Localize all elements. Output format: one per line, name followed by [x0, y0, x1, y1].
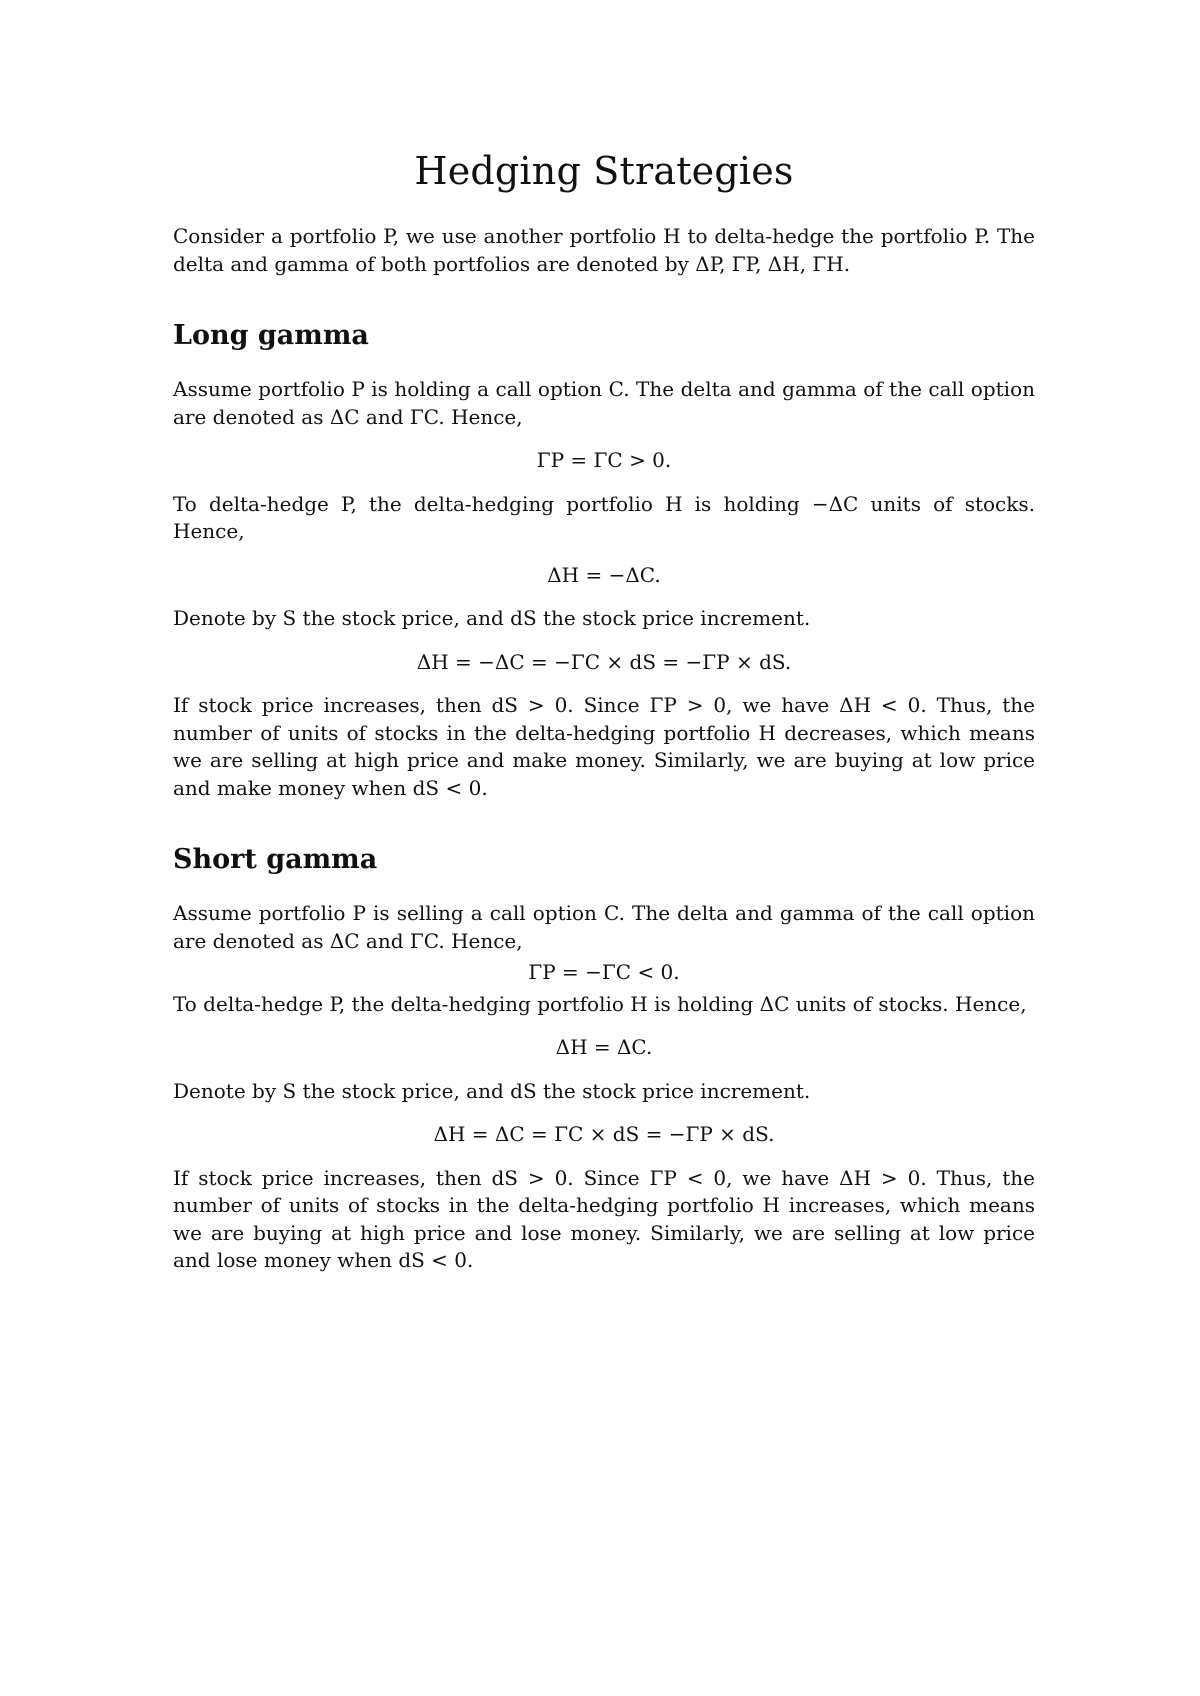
long-gamma-paragraph-4: If stock price increases, then dS > 0. Since ΓP > 0, we have ΔH < 0. Thus, the number of units of stocks in the delta-hedging portfolio H decreases, which means we are selling at high price and make money. Similarly, we are buying at low price and make money when dS < 0.	[173, 693, 1035, 800]
short-gamma-equation-2: ΔH = ΔC.	[555, 1035, 653, 1059]
page-title: Hedging Strategies	[414, 149, 794, 193]
short-gamma-paragraph-4: If stock price increases, then dS > 0. Since ΓP < 0, we have ΔH > 0. Thus, the number of units of stocks in the delta-hedging portfolio H increases, which means we are buying at high price and lose money. Similarly, we are selling at low price and lose money when dS < 0.	[173, 1165, 1035, 1272]
long-gamma-equation-2: ΔH = −ΔC.	[547, 562, 661, 587]
short-gamma-equation-3: ΔH = ΔC = ΓC × dS = −ΓP × dS.	[433, 1122, 775, 1146]
long-gamma-equation-3: ΔH = −ΔC = −ΓC × dS = −ΓP × dS.	[416, 649, 792, 674]
short-gamma-paragraph-2: To delta-hedge P, the delta-hedging portfolio H is holding ΔC units of stocks. Hence,	[173, 991, 1027, 1016]
section-heading-long-gamma: Long gamma	[173, 320, 369, 351]
intro-paragraph: Consider a portfolio P, we use another portfolio H to delta-hedge the portfolio P. The delta and gamma of both portfolios are denoted by ΔP, ΓP, ΔH, ΓH.	[173, 224, 1035, 276]
long-gamma-equation-1: ΓP = ΓC > 0.	[536, 448, 672, 472]
short-gamma-paragraph-3: Denote by S the stock price, and dS the stock price increment.	[173, 1078, 811, 1103]
short-gamma-paragraph-1: Assume portfolio P is selling a call option C. The delta and gamma of the call option are denoted as ΔC and ΓC. Hence,	[173, 901, 1035, 953]
section-heading-short-gamma: Short gamma	[173, 844, 378, 875]
long-gamma-paragraph-1: Assume portfolio P is holding a call option C. The delta and gamma of the call option are denoted as ΔC and ΓC. Hence,	[173, 377, 1035, 429]
long-gamma-paragraph-2: To delta-hedge P, the delta-hedging portfolio H is holding −ΔC units of stocks. Hence,	[173, 491, 1035, 543]
long-gamma-paragraph-3: Denote by S the stock price, and dS the stock price increment.	[173, 606, 811, 630]
document-page	[173, 145, 1035, 1275]
short-gamma-equation-1: ΓP = −ΓC < 0.	[528, 960, 680, 984]
